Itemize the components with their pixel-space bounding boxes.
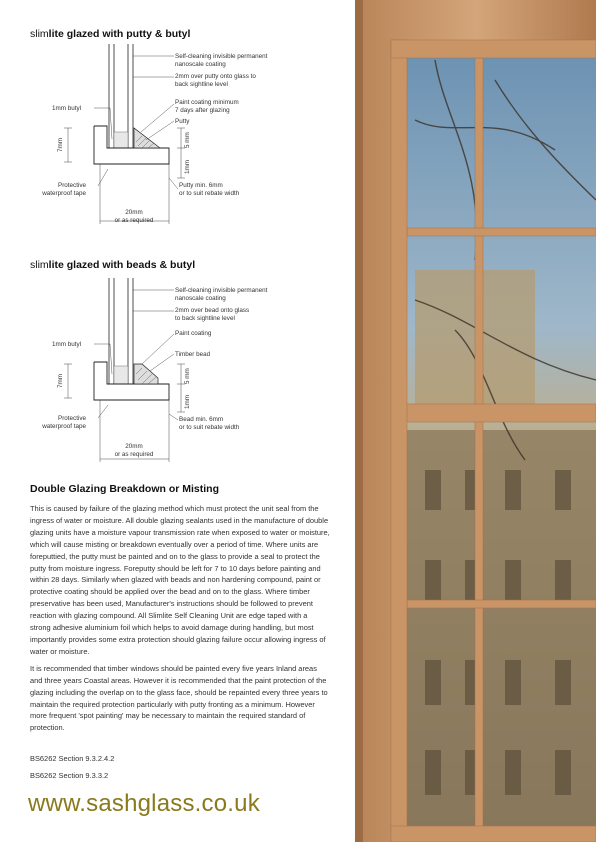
label-component: Putty (175, 118, 190, 125)
paragraph-painting-schedule: It is recommended that timber windows should be painted every five years Inland areas and three years Coastal areas. However it is recommended that the paint protection of the glazing including the overlap on to the glass face, should be repainted every three years to maintain the required protection particularly with putty fronting as a minimum. However more frequent 'spot painting' may be necessary to maintain the required standard of protection. (30, 663, 328, 733)
label-paint-1: Paint coating minimum (175, 99, 239, 106)
diagram-1-heading (30, 28, 190, 40)
putty-glazing-diagram (24, 44, 324, 234)
label-tape-1: Protective (58, 415, 86, 422)
label-tape-2: waterproof tape (42, 190, 86, 197)
label-component: Timber bead (175, 351, 211, 358)
heading-brand-light: slim (30, 28, 49, 40)
timber-bead (134, 364, 158, 384)
label-min-2: or to suit rebate width (179, 190, 240, 197)
dim-5mm: 5 mm (184, 132, 191, 148)
label-coating-2: nanoscale coating (175, 61, 226, 68)
label-min-1: Bead min. 6mm (179, 416, 224, 423)
label-coating-2: nanoscale coating (175, 295, 226, 302)
label-min-1: Putty min. 6mm (179, 182, 223, 189)
bead-glazing-diagram (24, 278, 324, 468)
label-paint-2: 7 days after glazing (175, 107, 230, 114)
label-tape-2: waterproof tape (42, 423, 86, 430)
dim-width-2: or as required (114, 217, 154, 224)
label-paint-1: Paint coating (175, 330, 212, 337)
standard-reference-1: BS6262 Section 9.3.2.4.2 (30, 754, 115, 763)
label-tape-1: Protective (58, 182, 86, 189)
dim-7mm: 7mm (57, 138, 64, 152)
spacer-bar (114, 132, 128, 148)
label-over-2: to back sightline level (175, 315, 235, 322)
bead-section-drawing (24, 278, 324, 468)
label-over-2: back sightline level (175, 81, 228, 88)
standard-reference-2: BS6262 Section 9.3.3.2 (30, 771, 109, 780)
putty-bead (134, 128, 160, 148)
paragraph-glazing-failure: This is caused by failure of the glazing method which must protect the unit seal from the ingress of water or moisture. All double glazing sealants used in the manufacture of double glazing units have a moisture vapour transmission rate when exposed to water or moisture, which will cause misting or breakdown eventually over a period of time. Where units are foreputtied, the putty must be painted and on to the glass to provide a seal to protect the putty from moisture ingress. Foreputty should be left for 7 to 10 days before painting and within 28 days. Similarly when glazed with beads and non hardening compound, paint or protective coating should be applied over the bead and on to the glass. Where timber preservative has been used, Manufacturer's instructions should be followed to prevent reaction with glazing compound. All Slimlite Self Cleaning Unit are edge taped with a strong adhesive aluminium foil which helps to avoid damage during handling, but most importantly provides some extra protection should glazing failure occur allowing ingress of water or moisture. (30, 504, 330, 656)
leader-lines (94, 290, 178, 420)
label-coating-1: Self-cleaning invisible permanent (175, 53, 268, 60)
frame-profile (94, 126, 169, 164)
label-butyl: 1mm butyl (52, 105, 82, 112)
dim-7mm: 7mm (57, 374, 64, 388)
dim-1mm: 1mm (184, 160, 191, 174)
section-body (30, 503, 330, 739)
dim-width-1: 20mm (125, 443, 143, 450)
heading-title-bold: lite glazed with putty & butyl (48, 28, 191, 40)
label-over-1: 2mm over bead onto glass (175, 307, 250, 314)
leader-lines (94, 56, 178, 189)
dim-5mm: 5 mm (184, 368, 191, 384)
label-coating-1: Self-cleaning invisible permanent (175, 287, 268, 294)
heading-brand-light: slim (30, 259, 49, 271)
section-title: Double Glazing Breakdown or Misting (30, 483, 220, 495)
website-url[interactable]: www.sashglass.co.uk (28, 790, 260, 817)
spacer-bar (114, 366, 128, 384)
label-over-1: 2mm over putty onto glass to (175, 73, 256, 80)
dim-1mm: 1mm (184, 395, 191, 409)
dim-width-1: 20mm (125, 209, 143, 216)
dim-width-2: or as required (114, 451, 154, 458)
sash-window-illustration (355, 0, 596, 842)
sash-window-photo (355, 0, 596, 842)
putty-section-drawing (24, 44, 324, 234)
label-min-2: or to suit rebate width (179, 424, 240, 431)
heading-title-bold: lite glazed with beads & butyl (48, 259, 196, 271)
diagram-2-heading (30, 259, 195, 271)
label-butyl: 1mm butyl (52, 341, 82, 348)
